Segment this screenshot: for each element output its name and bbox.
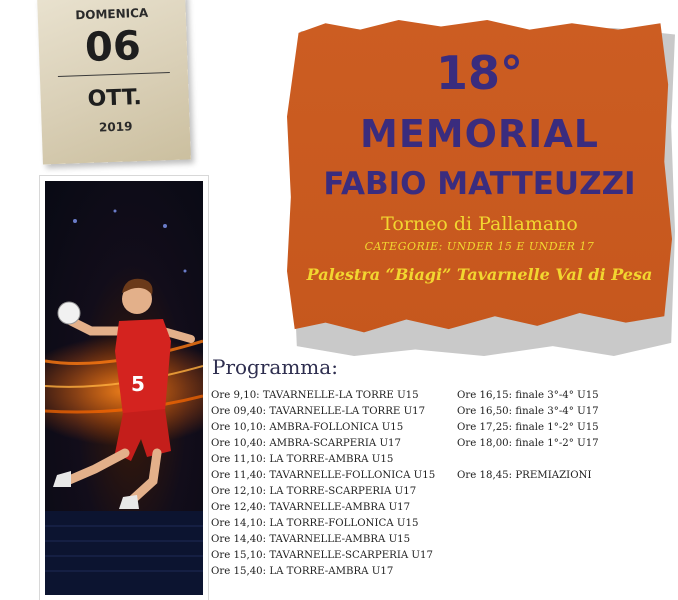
event-honoree: FABIO MATTEUZZI xyxy=(323,166,636,202)
program-title: Programma: xyxy=(212,355,338,379)
event-categories: CATEGORIE: UNDER 15 E UNDER 17 xyxy=(364,240,595,253)
svg-text:5: 5 xyxy=(131,372,145,396)
program-entry: Ore 12,10: LA TORRE-SCARPERIA U17 xyxy=(211,486,417,497)
program-entry: Ore 10,10: AMBRA-FOLLONICA U15 xyxy=(211,422,404,433)
date-calendar-note xyxy=(37,0,191,165)
program-entry: Ore 15,10: TAVARNELLE-SCARPERIA U17 xyxy=(211,550,433,561)
program-list-left xyxy=(211,388,435,580)
program-entry: Ore 17,25: finale 1°-2° U15 xyxy=(457,422,599,433)
program-spacer xyxy=(457,452,599,468)
program-entry: Ore 11,10: LA TORRE-AMBRA U15 xyxy=(211,454,394,465)
program-entry: Ore 18,00: finale 1°-2° U17 xyxy=(457,438,599,449)
program-entry: Ore 14,10: LA TORRE-FOLLONICA U15 xyxy=(211,518,419,529)
program-entry: Ore 16,50: finale 3°-4° U17 xyxy=(457,406,599,417)
edition-number: 18° xyxy=(435,46,523,100)
calendar-year: 2019 xyxy=(98,119,133,135)
program-entry: Ore 16,15: finale 3°-4° U15 xyxy=(457,390,599,401)
event-subtitle: Torneo di Pallamano xyxy=(381,213,578,235)
program-entry: Ore 9,10: TAVARNELLE-LA TORRE U15 xyxy=(211,390,419,401)
event-title: MEMORIAL xyxy=(360,112,599,156)
program-entry: Ore 12,40: TAVARNELLE-AMBRA U17 xyxy=(211,502,411,513)
event-venue: Palestra “Biagi” Tavarnelle Val di Pesa xyxy=(306,265,653,284)
calendar-divider xyxy=(58,72,170,77)
program-entry: Ore 09,40: TAVARNELLE-LA TORRE U17 xyxy=(211,406,426,417)
program-entry: Ore 10,40: AMBRA-SCARPERIA U17 xyxy=(211,438,402,449)
calendar-month: OTT. xyxy=(87,85,143,112)
calendar-day-name: DOMENICA xyxy=(75,5,149,23)
program-list-right xyxy=(457,388,599,484)
handball-player-illustration xyxy=(45,181,203,595)
program-entry: Ore 14,40: TAVARNELLE-AMBRA U15 xyxy=(211,534,411,545)
program-entry: Ore 15,40: LA TORRE-AMBRA U17 xyxy=(211,566,394,577)
program-awards-entry: Ore 18,45: PREMIAZIONI xyxy=(457,470,592,481)
calendar-day-number: 06 xyxy=(84,23,142,71)
program-entry: Ore 11,40: TAVARNELLE-FOLLONICA U15 xyxy=(211,470,436,481)
handball-player-photo xyxy=(40,176,208,600)
